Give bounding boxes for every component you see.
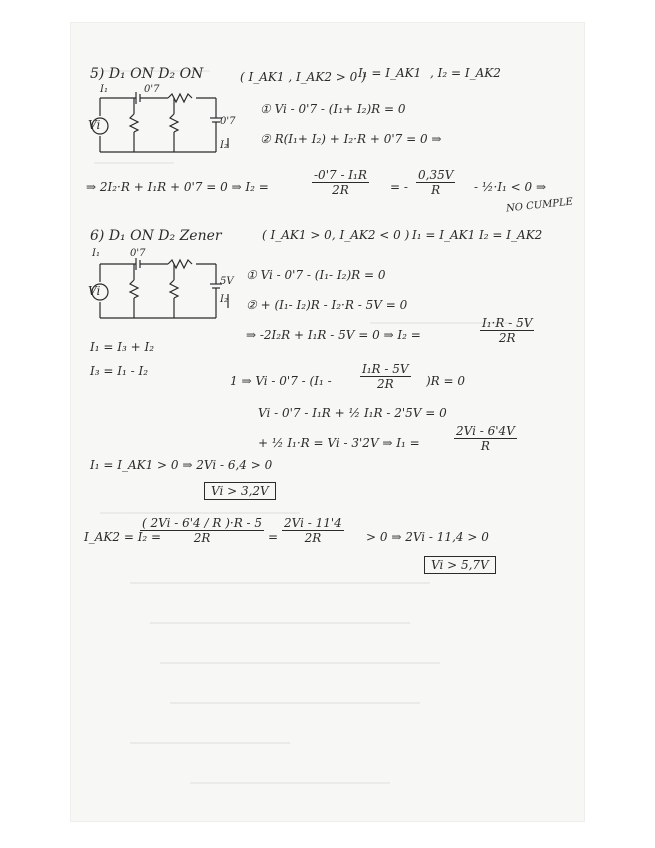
s5-equation-3c: - ½·I₁ < 0 ⇒: [474, 180, 547, 194]
s6-condition-2-eq: =: [268, 530, 279, 544]
s6-fraction-simplified-den: 2R: [304, 531, 322, 545]
s5-circuit-schematic: [88, 84, 238, 164]
s5-fraction-i2-num: -0'7 - I₁R: [314, 168, 367, 182]
s5-equation-3: ⇒ 2I₂·R + I₁R + 0'7 = 0 ⇒ I₂ =: [86, 180, 269, 194]
s6-condition: ( I_AK1 > 0, I_AK2 < 0 ): [262, 228, 410, 242]
s6-fraction-simplified: [282, 516, 344, 545]
s6-label-07: 0'7: [130, 248, 146, 259]
s5-heading: 5) D₁ ON D₂ ON: [90, 66, 204, 82]
s5-condition: ( I_AK1 , I_AK2 > 0 ): [240, 70, 366, 84]
s5-fraction-035: [416, 168, 455, 197]
s5-fraction-035-den: R: [431, 183, 441, 197]
s6-label-i1: I₁: [92, 248, 100, 259]
s6-heading: 6) D₁ ON D₂ Zener: [90, 228, 222, 244]
s5-label-07: 0'7: [144, 84, 160, 95]
s5-def-i1: I₁ = I_AK1: [358, 66, 422, 80]
s6-fraction-i2: [480, 316, 534, 345]
s6-result-2-boxed: Vi > 5,7V: [424, 556, 496, 574]
s6-fraction-sub-den: 2R: [376, 377, 394, 391]
s6-kirchhoff-2: I₃ = I₁ - I₂: [90, 364, 149, 378]
handwritten-page: [70, 22, 585, 822]
s6-fraction-iak2: [140, 516, 264, 545]
s5-equation-3b: = -: [390, 180, 408, 194]
s6-substitution-3: + ½ I₁·R = Vi - 3'2V ⇒ I₁ =: [258, 436, 420, 450]
s6-label-i2: I₂: [220, 294, 228, 305]
s6-fraction-i2-den: 2R: [498, 331, 516, 345]
s6-result-1-boxed: Vi > 3,2V: [204, 482, 276, 500]
s6-kirchhoff-1: I₁ = I₃ + I₂: [90, 340, 155, 354]
s6-fraction-simplified-num: 2Vi - 11'4: [284, 516, 342, 530]
s6-fraction-i1-num: 2Vi - 6'4V: [456, 424, 515, 438]
s5-fraction-i2: [312, 168, 369, 197]
s6-equation-2: ② + (I₁- I₂)R - I₂·R - 5V = 0: [246, 298, 408, 312]
s6-defs: I₁ = I_AK1 I₂ = I_AK2: [412, 228, 543, 242]
s5-label-i2: I₂: [220, 140, 228, 151]
s6-fraction-i1: [454, 424, 517, 453]
s5-fraction-i2-den: 2R: [332, 183, 349, 197]
s6-fraction-sub-num: I₁R - 5V: [362, 362, 409, 376]
s5-def-i2: , I₂ = I_AK2: [430, 66, 501, 80]
s5-label-07b: 0'7: [220, 116, 236, 127]
s6-fraction-iak2-den: 2R: [193, 531, 211, 545]
s6-substitution-2: Vi - 0'7 - I₁R + ½ I₁R - 2'5V = 0: [258, 406, 447, 420]
s6-fraction-i2-num: I₁·R - 5V: [482, 316, 533, 330]
s6-fraction-sub: [360, 362, 411, 391]
s6-substitution-1a: 1 ⇒ Vi - 0'7 - (I₁ -: [230, 374, 332, 388]
s5-label-i1: I₁: [100, 84, 108, 95]
s5-equation-2: ② R(I₁+ I₂) + I₂·R + 0'7 = 0 ⇒: [260, 132, 442, 146]
s6-equation-1: ① Vi - 0'7 - (I₁- I₂)R = 0: [246, 268, 386, 282]
s6-label-5v: 5V: [220, 276, 234, 287]
s5-fraction-035-num: 0,35V: [418, 168, 454, 182]
s6-fraction-i1-den: R: [480, 439, 490, 453]
s6-equation-3: ⇒ -2I₂R + I₁R - 5V = 0 ⇒ I₂ =: [246, 328, 421, 342]
s6-label-vi: Vi: [88, 284, 101, 298]
s6-substitution-1b: )R = 0: [426, 374, 466, 388]
s5-equation-1: ① Vi - 0'7 - (I₁+ I₂)R = 0: [260, 102, 406, 116]
s6-circuit-schematic: [88, 250, 238, 330]
s6-fraction-iak2-num: ( 2Vi - 6'4 / R )·R - 5: [142, 516, 263, 530]
s5-no-cumple: NO CUMPLE: [505, 196, 574, 215]
s6-condition-1: I₁ = I_AK1 > 0 ⇒ 2Vi - 6,4 > 0: [90, 458, 273, 472]
s6-condition-2-rhs: > 0 ⇒ 2Vi - 11,4 > 0: [366, 530, 489, 544]
s5-label-vi: Vi: [88, 118, 101, 132]
s6-condition-2-lhs: I_AK2 = I₂ =: [84, 530, 162, 544]
